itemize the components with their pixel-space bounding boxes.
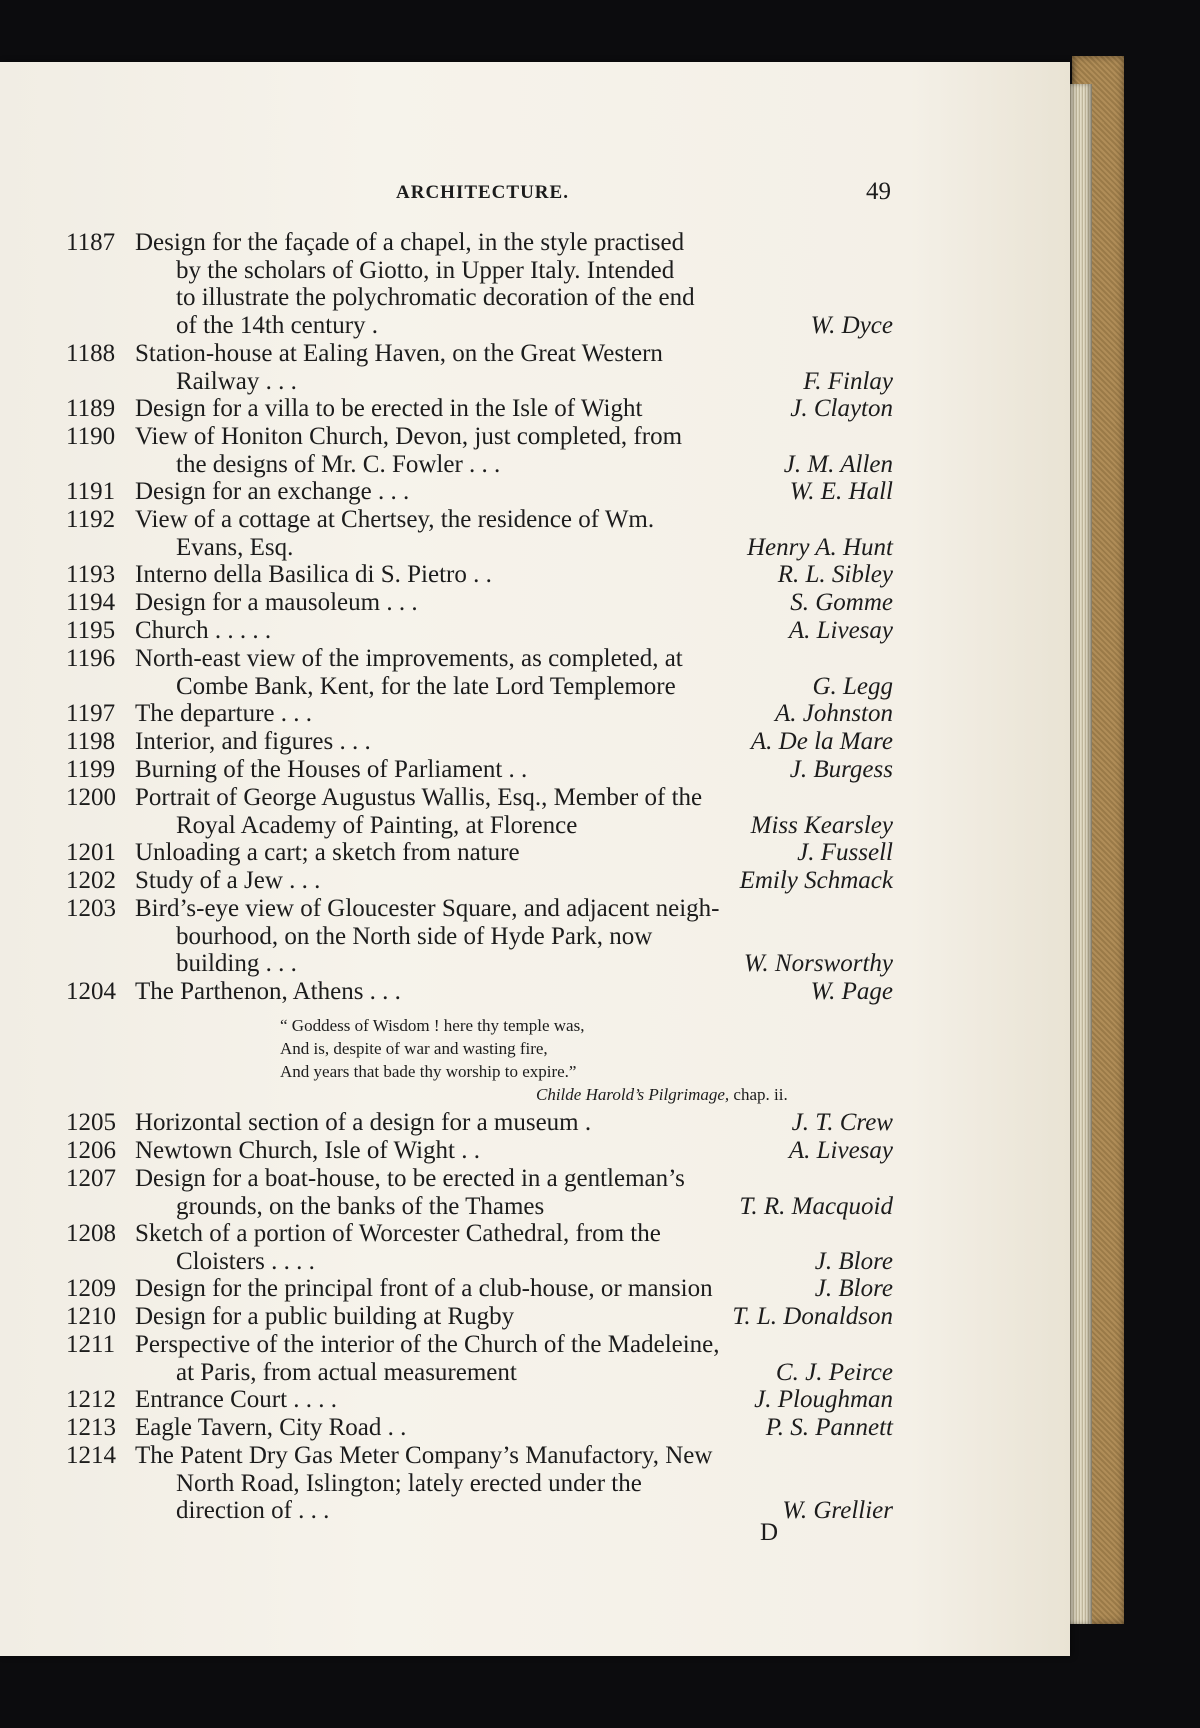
entry-text: Burning of the Houses of Parliament . . bbox=[135, 756, 528, 783]
quotation-line: And years that bade thy worship to expire.” bbox=[280, 1062, 577, 1081]
catalogue-entry bbox=[0, 784, 1070, 839]
entry-text: Study of a Jew . . . bbox=[135, 867, 321, 894]
entry-number: 1208 bbox=[66, 1220, 116, 1247]
entry-text: building . . . bbox=[176, 950, 297, 978]
catalogue-entry bbox=[0, 1386, 1070, 1414]
entry-artist: P. S. Pannett bbox=[765, 1414, 893, 1441]
quotation-source bbox=[536, 1085, 788, 1105]
entry-artist: C. J. Peirce bbox=[775, 1358, 893, 1386]
entry-text: Interior, and figures . . . bbox=[135, 728, 371, 755]
entry-text: Design for a public building at Rugby bbox=[135, 1303, 515, 1330]
entry-artist: T. R. Macquoid bbox=[739, 1192, 893, 1220]
entry-artist: J. Clayton bbox=[790, 395, 893, 422]
catalogue-entry bbox=[0, 617, 1070, 645]
catalogue-entry bbox=[0, 700, 1070, 728]
catalogue-entry bbox=[0, 645, 1070, 700]
entry-artist: W. Page bbox=[810, 978, 893, 1005]
entry-text: Design for a mausoleum . . . bbox=[135, 589, 418, 616]
entry-number: 1204 bbox=[66, 978, 116, 1005]
quotation-line: And is, despite of war and wasting fire, bbox=[280, 1039, 548, 1058]
entry-artist: R. L. Sibley bbox=[777, 561, 893, 588]
entry-number: 1189 bbox=[66, 395, 116, 422]
entry-artist: W. Dyce bbox=[810, 311, 893, 339]
signature-mark: D bbox=[760, 1519, 779, 1546]
entry-artist: A. Livesay bbox=[788, 1137, 893, 1164]
entry-text: Church . . . . . bbox=[135, 617, 272, 644]
catalogue-entry bbox=[0, 978, 1070, 1006]
entry-text: bourhood, on the North side of Hyde Park, now bbox=[176, 922, 653, 950]
entry-number: 1212 bbox=[66, 1386, 116, 1413]
entry-number: 1192 bbox=[66, 506, 116, 533]
entry-artist: T. L. Donaldson bbox=[732, 1303, 893, 1330]
entry-number: 1199 bbox=[66, 756, 116, 783]
entry-number: 1205 bbox=[66, 1109, 116, 1136]
catalogue-entry bbox=[0, 561, 1070, 589]
entry-artist: A. De la Mare bbox=[750, 728, 893, 755]
entry-number: 1207 bbox=[66, 1165, 116, 1192]
entry-artist: J. Blore bbox=[814, 1247, 893, 1275]
entry-text: Design for the façade of a chapel, in the style practised bbox=[135, 229, 685, 256]
entry-text: Sketch of a portion of Worcester Cathedral, from the bbox=[135, 1220, 661, 1247]
catalogue-entry bbox=[0, 1331, 1070, 1386]
entry-text: Design for the principal front of a club-house, or mansion bbox=[135, 1275, 713, 1302]
entry-artist: Henry A. Hunt bbox=[746, 533, 893, 561]
entry-artist: J. T. Crew bbox=[791, 1109, 893, 1136]
entry-number: 1211 bbox=[66, 1331, 116, 1358]
entry-artist: J. Blore bbox=[814, 1275, 893, 1302]
catalogue-entry bbox=[0, 506, 1070, 561]
entry-artist: J. Fussell bbox=[797, 839, 893, 866]
entry-number: 1191 bbox=[66, 478, 116, 505]
entry-text: North Road, Islington; lately erected under the bbox=[176, 1469, 642, 1497]
entry-number: 1200 bbox=[66, 784, 116, 811]
catalogue-entry bbox=[0, 1109, 1070, 1137]
entry-number: 1202 bbox=[66, 867, 116, 894]
entry-text: at Paris, from actual measurement bbox=[176, 1358, 517, 1386]
quotation-line: “ Goddess of Wisdom ! here thy temple was, bbox=[280, 1016, 585, 1035]
entry-artist: J. Burgess bbox=[789, 756, 893, 783]
catalogue-entry bbox=[0, 1275, 1070, 1303]
entry-number: 1213 bbox=[66, 1414, 116, 1441]
entry-text: The Patent Dry Gas Meter Company’s Manufactory, New bbox=[135, 1442, 713, 1469]
entry-text: Bird’s-eye view of Gloucester Square, and adjacent neigh- bbox=[135, 895, 720, 922]
page-number: 49 bbox=[866, 178, 891, 205]
entry-number: 1201 bbox=[66, 839, 116, 866]
entry-artist: F. Finlay bbox=[803, 367, 893, 395]
entry-number: 1195 bbox=[66, 617, 116, 644]
entry-number: 1193 bbox=[66, 561, 116, 588]
entry-artist: W. E. Hall bbox=[789, 478, 893, 505]
catalogue-entry bbox=[0, 1165, 1070, 1220]
quotation-source-ref: chap. ii. bbox=[733, 1085, 788, 1104]
entry-artist: J. M. Allen bbox=[783, 450, 893, 478]
catalogue-entry bbox=[0, 839, 1070, 867]
entry-text: Eagle Tavern, City Road . . bbox=[135, 1414, 407, 1441]
entry-number: 1190 bbox=[66, 423, 116, 450]
catalogue-entry bbox=[0, 1414, 1070, 1442]
entry-text: View of Honiton Church, Devon, just completed, from bbox=[135, 423, 683, 450]
catalogue-entry bbox=[0, 1442, 1070, 1525]
entry-number: 1188 bbox=[66, 340, 116, 367]
entry-text: Combe Bank, Kent, for the late Lord Templemore bbox=[176, 672, 676, 700]
section-title: ARCHITECTURE. bbox=[396, 182, 569, 203]
entry-text: Horizontal section of a design for a museum . bbox=[135, 1109, 592, 1136]
entry-number: 1196 bbox=[66, 645, 116, 672]
entry-text: the designs of Mr. C. Fowler . . . bbox=[176, 450, 501, 478]
entry-text: Design for a boat-house, to be erected in a gentleman’s bbox=[135, 1165, 685, 1192]
entry-artist: Miss Kearsley bbox=[750, 811, 893, 839]
entry-number: 1214 bbox=[66, 1442, 116, 1469]
entry-number: 1209 bbox=[66, 1275, 116, 1302]
entry-text: grounds, on the banks of the Thames bbox=[176, 1192, 545, 1220]
catalogue-entry bbox=[0, 1220, 1070, 1275]
entry-text: Entrance Court . . . . bbox=[135, 1386, 338, 1413]
entry-artist: G. Legg bbox=[812, 672, 893, 700]
catalogue-entry bbox=[0, 728, 1070, 756]
entry-text: Interno della Basilica di S. Pietro . . bbox=[135, 561, 492, 588]
entry-text: by the scholars of Giotto, in Upper Italy. Intended bbox=[176, 256, 675, 284]
entry-text: to illustrate the polychromatic decoration of the end bbox=[176, 284, 695, 312]
catalogue-entry bbox=[0, 1303, 1070, 1331]
entry-text: Portrait of George Augustus Wallis, Esq., Member of the bbox=[135, 784, 703, 811]
catalogue-entry bbox=[0, 895, 1070, 978]
catalogue-entry bbox=[0, 589, 1070, 617]
catalogue-entry bbox=[0, 229, 1070, 339]
entry-artist: A. Johnston bbox=[774, 700, 893, 727]
entry-text: Evans, Esq. bbox=[176, 533, 294, 561]
entry-artist: W. Norsworthy bbox=[743, 950, 893, 978]
entry-text: Design for an exchange . . . bbox=[135, 478, 410, 505]
entry-artist: Emily Schmack bbox=[739, 867, 893, 894]
entry-text: Perspective of the interior of the Church of the Madeleine, bbox=[135, 1331, 720, 1358]
entry-number: 1203 bbox=[66, 895, 116, 922]
entry-number: 1187 bbox=[66, 229, 116, 256]
entry-text: Unloading a cart; a sketch from nature bbox=[135, 839, 520, 866]
running-head bbox=[0, 178, 1070, 208]
entry-artist: A. Livesay bbox=[788, 617, 893, 644]
entry-artist: J. Ploughman bbox=[754, 1386, 893, 1413]
entry-number: 1198 bbox=[66, 728, 116, 755]
entry-text: Design for a villa to be erected in the Isle of Wight bbox=[135, 395, 643, 422]
entry-text: Cloisters . . . . bbox=[176, 1247, 315, 1275]
entry-artist: S. Gomme bbox=[790, 589, 893, 616]
entry-text: View of a cottage at Chertsey, the residence of Wm. bbox=[135, 506, 655, 533]
catalogue-entry bbox=[0, 756, 1070, 784]
entry-text: Railway . . . bbox=[176, 367, 297, 395]
catalogue-entry bbox=[0, 423, 1070, 478]
entry-text: Royal Academy of Painting, at Florence bbox=[176, 811, 578, 839]
catalogue-entry bbox=[0, 867, 1070, 895]
entry-text: The departure . . . bbox=[135, 700, 313, 727]
catalogue-entry bbox=[0, 395, 1070, 423]
entry-number: 1197 bbox=[66, 700, 116, 727]
entry-text: Station-house at Ealing Haven, on the Great Western bbox=[135, 340, 663, 367]
entry-text: direction of . . . bbox=[176, 1497, 330, 1525]
catalogue-entry bbox=[0, 1137, 1070, 1165]
entry-text: Newtown Church, Isle of Wight . . bbox=[135, 1137, 481, 1164]
entry-artist: W. Grellier bbox=[782, 1497, 893, 1525]
entry-number: 1206 bbox=[66, 1137, 116, 1164]
catalogue-entry bbox=[0, 478, 1070, 506]
quotation-source-title: Childe Harold’s Pilgrimage, bbox=[536, 1085, 730, 1104]
entry-text: The Parthenon, Athens . . . bbox=[135, 978, 401, 1005]
catalogue-entry bbox=[0, 340, 1070, 395]
entry-number: 1210 bbox=[66, 1303, 116, 1330]
entry-text: of the 14th century . bbox=[176, 311, 379, 339]
entry-number: 1194 bbox=[66, 589, 116, 616]
entry-text: North-east view of the improvements, as completed, at bbox=[135, 645, 683, 672]
